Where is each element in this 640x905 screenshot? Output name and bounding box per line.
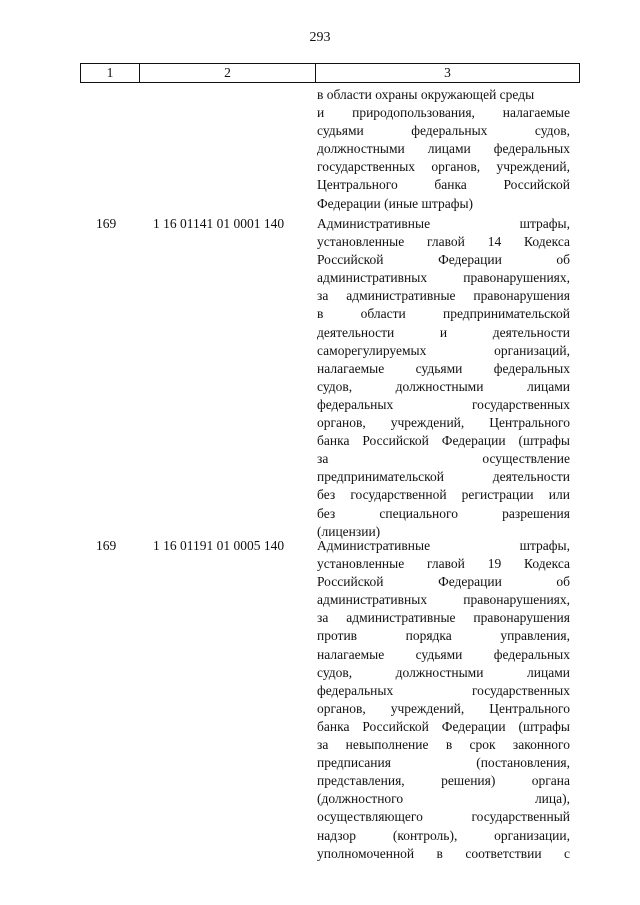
table-header bbox=[80, 63, 580, 83]
text-line: предписания (постановления, bbox=[317, 755, 570, 771]
text-line: Центрального банка Российской bbox=[317, 177, 570, 193]
text-line: Административные штрафы, bbox=[317, 216, 570, 231]
text-line: государственных органов, учреждений, bbox=[317, 159, 570, 175]
column-header-3: 3 bbox=[444, 65, 451, 80]
text-line: деятельности и деятельности bbox=[317, 324, 570, 340]
text-line: административных правонарушениях, bbox=[317, 270, 570, 286]
row-number: 169 bbox=[96, 538, 117, 553]
text-line: установленные главой 19 Кодекса bbox=[317, 556, 570, 572]
text-line: банка Российской Федерации (штрафы bbox=[317, 718, 570, 734]
text-line: органов, учреждений, Центрального bbox=[317, 700, 570, 716]
text-line: против порядка управления, bbox=[317, 628, 570, 644]
text-line: банка Российской Федерации (штрафы bbox=[317, 433, 570, 449]
text-line: судов, должностными лицами bbox=[317, 664, 570, 680]
text-line: судьями федеральных судов, bbox=[317, 123, 570, 139]
budget-code: 1 16 01141 01 0001 140 bbox=[153, 216, 285, 231]
column-header-1: 1 bbox=[81, 64, 140, 82]
text-line: Российской Федерации об bbox=[317, 252, 570, 268]
row-description bbox=[317, 215, 570, 541]
text-line: (должностного лица), bbox=[317, 791, 570, 807]
text-line: судов, должностными лицами bbox=[317, 378, 570, 394]
row-number: 169 bbox=[96, 216, 117, 231]
text-line: за административные правонарушения bbox=[317, 610, 570, 626]
text-line: надзор (контроль), организации, bbox=[317, 827, 570, 843]
text-line: Российской Федерации об bbox=[317, 574, 570, 590]
text-line: органов, учреждений, Центрального bbox=[317, 415, 570, 431]
text-line: в области предпринимательской bbox=[317, 306, 570, 322]
text-line: за административные правонарушения bbox=[317, 288, 570, 304]
continuation-description bbox=[317, 86, 570, 213]
page-number: 293 bbox=[309, 30, 331, 45]
text-line: и природопользования, налагаемые bbox=[317, 105, 570, 121]
text-line: представления, решения) органа bbox=[317, 773, 570, 789]
row-description bbox=[317, 537, 570, 863]
text-line: без государственной регистрации или bbox=[317, 487, 570, 503]
text-line: в области охраны окружающей среды bbox=[317, 87, 535, 102]
column-header-2: 2 bbox=[140, 64, 316, 82]
text-line: (лицензии) bbox=[317, 523, 381, 539]
text-line: установленные главой 14 Кодекса bbox=[317, 234, 570, 250]
text-line: Федерации (иные штрафы) bbox=[317, 195, 474, 211]
text-line: без специального разрешения bbox=[317, 505, 570, 521]
text-line: предпринимательской деятельности bbox=[317, 469, 570, 485]
text-line: саморегулируемых организаций, bbox=[317, 342, 570, 358]
text-line: уполномоченной в соответствии с bbox=[317, 845, 570, 861]
text-line: осуществляющего государственный bbox=[317, 809, 570, 825]
text-line: должностными лицами федеральных bbox=[317, 141, 570, 157]
text-line: налагаемые судьями федеральных bbox=[317, 646, 570, 662]
text-line: налагаемые судьями федеральных bbox=[317, 360, 570, 376]
text-line: федеральных государственных bbox=[317, 682, 570, 698]
text-line: за осуществление bbox=[317, 451, 570, 467]
text-line: федеральных государственных bbox=[317, 396, 570, 412]
text-line: административных правонарушениях, bbox=[317, 592, 570, 608]
text-line: Административные штрафы, bbox=[317, 538, 570, 553]
text-line: за невыполнение в срок законного bbox=[317, 737, 570, 753]
budget-code: 1 16 01191 01 0005 140 bbox=[153, 538, 285, 553]
